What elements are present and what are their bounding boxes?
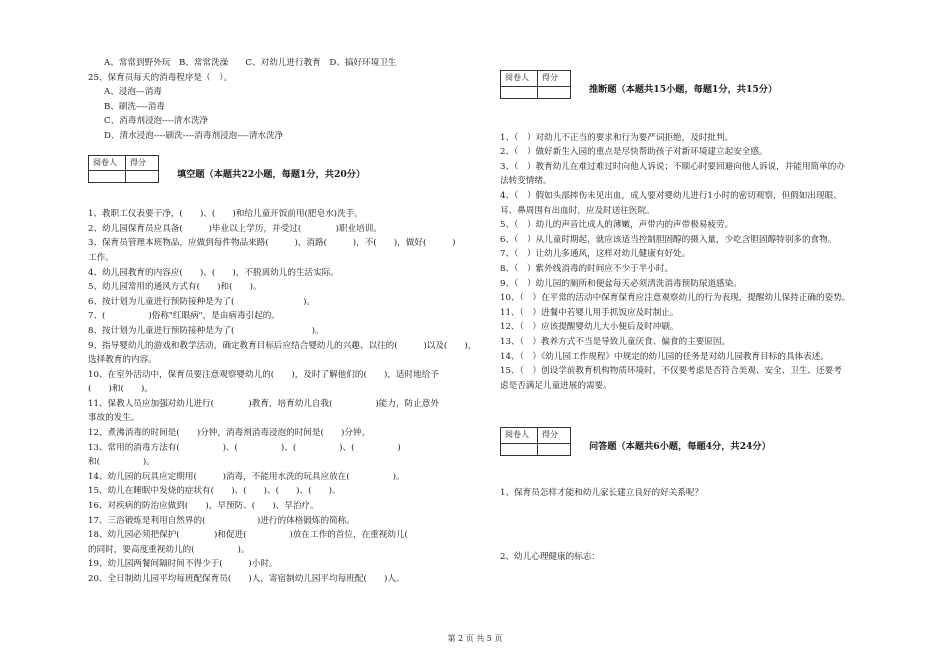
scorer-label: 阅卷人 bbox=[501, 428, 538, 444]
fill-item: 20、全日制幼儿园平均每班配保育员( )人，寄宿制幼儿园平均每班配( )人。 bbox=[88, 574, 405, 584]
q25-option-d: D、清水浸泡----刷洗----消毒剂浸泡----清水洗净 bbox=[104, 130, 284, 141]
fill-item: ( )和( )。 bbox=[88, 384, 153, 395]
fill-item: 18、幼儿园必须把保护( )和促进( )放在工作的首位，在重视幼儿( bbox=[88, 530, 408, 541]
fill-item: 9、指导婴幼儿的游戏和教学活动，确定教育目标后应结合婴幼儿的兴趣、以往的( )以及( )， bbox=[88, 340, 477, 351]
fill-item: 1、教职工仪表要干净，( )、( )和给儿童开饭前用(肥皂水)洗手。 bbox=[88, 209, 363, 220]
scorer-label: 阅卷人 bbox=[501, 71, 538, 87]
fill-item: 选择教育的内容。 bbox=[88, 355, 157, 366]
fill-item: 5、幼儿园常用的通风方式有( )和( )。 bbox=[88, 282, 262, 293]
fill-item: 4、幼儿园教育的内容应( )、( )，不脱离幼儿的生活实际。 bbox=[88, 267, 339, 278]
fill-score-box bbox=[88, 155, 159, 184]
fill-item: 的同时，要高度重视幼儿的( )。 bbox=[88, 544, 250, 555]
judge-item: 15、（ ）创设学前教育机构物质环境时，不仅要考虑是否符合美观、安全、卫生、还要考 bbox=[500, 366, 842, 377]
fill-item: 15、幼儿在睡眠中发烧的症状有( )、( )、( )、( )。 bbox=[88, 486, 341, 497]
fill-item: 和( )。 bbox=[88, 457, 155, 468]
scorer-label: 阅卷人 bbox=[89, 155, 126, 171]
page-footer: 第 2 页 共 5 页 bbox=[447, 634, 503, 643]
fill-item: 8、按计划为儿童进行预防接种是为了( )。 bbox=[88, 325, 324, 336]
fill-item: 工作。 bbox=[88, 252, 114, 263]
judge-item: 12、（ ）应该提醒婴幼儿大小便后及时冲刷。 bbox=[500, 322, 679, 333]
left-column bbox=[88, 56, 477, 587]
q25-option-a: A、浸泡---消毒 bbox=[104, 87, 162, 98]
fill-item: 12、煮沸消毒的时间是( )分钟，消毒剂消毒浸泡的时间是( )分钟。 bbox=[88, 428, 371, 439]
judge-item: 4、（ ）假如头部摔伤未见出血，成人要对婴幼儿进行1小时的密切观察，但假如出现眼、 bbox=[500, 190, 842, 201]
judge-item: 2、（ ）做好新生入园的重点是尽快帮助孩子对新环境建立起安全感。 bbox=[500, 147, 768, 158]
qa-section-title: 问答题（本题共6小题，每题4分，共24分） bbox=[589, 441, 771, 453]
fill-item: 2、幼儿园保育员应具备( )毕业以上学历，并受过( )职业培训。 bbox=[88, 223, 382, 234]
scorer-cell bbox=[89, 171, 126, 183]
score-label: 得分 bbox=[538, 71, 571, 87]
fill-item: 6、按计划为儿童进行预防接种是为了( )。 bbox=[88, 296, 316, 307]
judge-item: 7、（ ）让幼儿多通风，这样对幼儿健康有好处。 bbox=[500, 249, 691, 260]
q25-option-b: B、刷洗----消毒 bbox=[104, 101, 165, 112]
qa-item: 1、保育员怎样才能和幼儿家长建立良好的好关系呢？ bbox=[500, 487, 704, 498]
judge-item: 9、（ ）幼儿园的厕所和便盆每天必须清洗消毒预防尿道感染。 bbox=[500, 278, 742, 289]
fill-section-title: 填空题（本题共22小题，每题1分，共20分） bbox=[177, 168, 366, 180]
score-cell bbox=[538, 443, 571, 455]
fill-item: 19、幼儿园两餐间隔时间不得少于( )小时。 bbox=[88, 559, 278, 570]
fill-item: 11、保教人员应加强对幼儿进行( )教育，培育幼儿自我( )能力，防止意外 bbox=[88, 398, 439, 409]
judge-section-header bbox=[500, 70, 878, 99]
fill-item: 13、常用的消毒方法有( )、( )、( )、( ) bbox=[88, 442, 401, 453]
fill-item: 17、三浴锻炼是利用自然界的( )进行的体格锻炼的简称。 bbox=[88, 515, 355, 526]
score-label: 得分 bbox=[538, 428, 571, 444]
judge-score-box bbox=[500, 70, 571, 99]
fill-items bbox=[88, 207, 477, 586]
judge-item: 耳、鼻周围有出血时，应及时送往医院。 bbox=[500, 205, 655, 216]
judge-item: 5、（ ）幼儿的声音比成人的薄嫩，声带内的声带极易疲劳。 bbox=[500, 220, 734, 231]
fill-item: 3、保育员管理本班物品，应做到每件物品来路( )，消路( )，不( )，做好( ) bbox=[88, 238, 456, 249]
score-label: 得分 bbox=[126, 155, 159, 171]
fill-item: 10、在室外活动中，保育员要注意观察婴幼儿的( )，及时了解他们的( )，适时地给予 bbox=[88, 369, 439, 380]
scorer-cell bbox=[501, 443, 538, 455]
judge-item: 8、（ ）紫外线消毒的时间应不少于半小时。 bbox=[500, 263, 674, 274]
scorer-cell bbox=[501, 86, 538, 98]
fill-item: 14、幼儿园的玩具应定期用( )消毒，不能用水洗的玩具应放在( )。 bbox=[88, 471, 405, 482]
judge-item: 6、（ ）从儿童时期起，就应该适当控制胆固醇的摄入量，少吃含胆固醇特别多的食物。 bbox=[500, 234, 837, 245]
fill-section-header bbox=[88, 155, 468, 184]
qa-score-box bbox=[500, 427, 571, 456]
qa-item: 2、幼儿心理健康的标志： bbox=[500, 552, 600, 563]
judge-item: 法转变情绪。 bbox=[500, 176, 552, 187]
qa-section-header bbox=[500, 427, 878, 456]
score-cell bbox=[126, 171, 159, 183]
judge-items bbox=[500, 131, 878, 394]
q25-stem: 25、保育员每天的消毒程序是（ ）。 bbox=[88, 72, 233, 83]
right-column bbox=[500, 70, 878, 565]
score-cell bbox=[538, 86, 571, 98]
fill-item: 7、( )俗称"红眼病"，是由病毒引起的。 bbox=[88, 311, 280, 322]
judge-item: 13、（ ）教养方式不当是导致儿童厌食、偏食的主要原因。 bbox=[500, 336, 731, 347]
q24-options: A、常常到野外玩 B、常常洗澡 C、对幼儿进行教育 D、搞好环境卫生 bbox=[104, 58, 397, 68]
q25-option-c: C、消毒剂浸泡----清水洗净 bbox=[104, 116, 209, 127]
fill-item: 事故的发生。 bbox=[88, 413, 140, 424]
judge-item: 11、（ ）进餐中若婴儿用手抓饭应及时制止。 bbox=[500, 307, 679, 318]
judge-section-title: 推断题（本题共15小题，每题1分，共15分） bbox=[589, 84, 778, 95]
fill-item: 16、对疾病的防治应做到( )，早预防、( )、早治疗。 bbox=[88, 501, 319, 512]
judge-item: 1、（ ）对幼儿不正当的要求和行为要严词拒绝，及时批判。 bbox=[500, 132, 734, 143]
judge-item: 10、（ ）在平常的活动中保育保育应注意观察幼儿的行为表现，提醒幼儿保持正确的姿势。 bbox=[500, 293, 851, 304]
judge-item: 14、（ ）《幼儿园工作规程》中规定的幼儿园的任务是对幼儿园教育目标的具体表述。 bbox=[500, 351, 829, 362]
judge-item: 虑是否满足儿童进展的需要。 bbox=[500, 380, 612, 391]
judge-item: 3、（ ）教育幼儿在难过难过时向他人诉说；不顺心时要回避向他人诉说，并能用简单的办 bbox=[500, 161, 845, 172]
